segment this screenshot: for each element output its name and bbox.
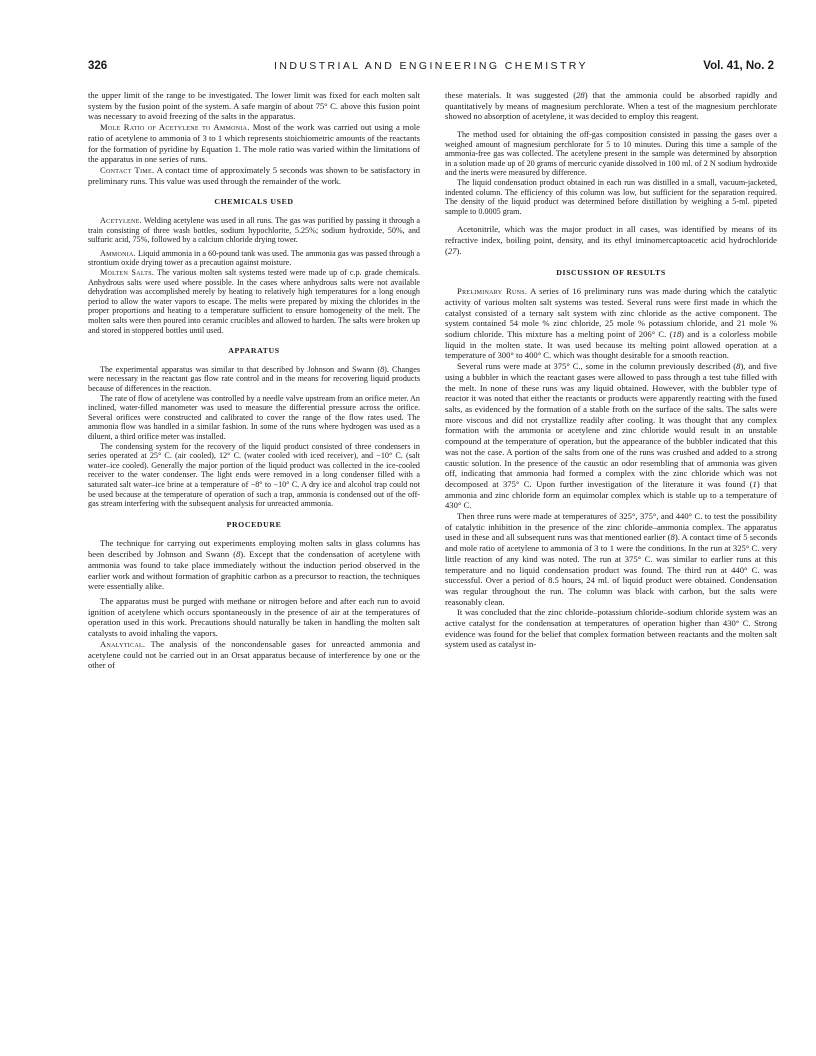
paragraph-mole-ratio: Mole Ratio of Acetylene to Ammonia. Most of the work was carried out using a mole ratio of acetylene to ammonia of 3 to 1 which represents stoichiometric amounts of the reactants for the formation of pyridine by Equation 1. The mole ratio was varied within the limitations of the apparatus in one series of runs. bbox=[88, 122, 420, 165]
run-in-head-acetylene: Acetylene. bbox=[100, 216, 142, 226]
run-in-head-ammonia: Ammonia. bbox=[100, 248, 136, 258]
citation-ref: 8 bbox=[670, 532, 675, 543]
citation-ref: 1 bbox=[752, 478, 757, 489]
section-heading-apparatus: APPARATUS bbox=[228, 346, 280, 356]
paragraph-condensing-system: The condensing system for the recovery of the liquid product consisted of three condensers in series operated at 25° C. (air cooled), 12° C. (water cooled with iced receiver), and −10° C. (salt water–ice cooled). Generally the major portion of the liquid product was collected in the ice-cooled receiver to the water condenser. The light ends were removed in a long condenser filled with a saturated salt water–ice brine at a temperature of −8° to −10° C. A dry ice and alcohol trap could not be used because at the temperature of operation of such a trap, ammonia is condensed out of the off-gas stream interfering with the subsequent analysis for unreacted ammonia. bbox=[88, 441, 420, 509]
paragraph-conclusion: It was concluded that the zinc chloride–potassium chloride–sodium chloride system was an active catalyst for the condensation at temperatures of operation higher than 430° C. Strong evidence was found for the belief that complex formation between reactants and the molten salt system used as catalyst in- bbox=[445, 607, 777, 650]
paragraph-acetonitrile: Acetonitrile, which was the major product in all cases, was identified by means of its refractive index, boiling point, density, and its ethyl iminomercaptoacetic acid hydrochloride (27). bbox=[445, 224, 777, 256]
citation-ref: 27 bbox=[447, 245, 457, 256]
run-in-head-mole-ratio: Mole Ratio of Acetylene to Ammonia. bbox=[100, 122, 250, 133]
citation-ref: 8 bbox=[235, 549, 241, 560]
paragraph-ammonia: Ammonia. Liquid ammonia in a 60-pound tank was used. The ammonia gas was passed through a strontium oxide drying tower as a precaution against moisture. bbox=[88, 248, 420, 268]
paragraph-purging: The apparatus must be purged with methane or nitrogen before and after each run to avoid ignition of acetylene which occurs spontaneously in the presence of air at the temperatures of operation used in this work. Precautions should naturally be taken in handling the molten salt catalysts to avoid inhaling the vapors. bbox=[88, 595, 420, 639]
paragraph-molten-salts: Molten Salts. The various molten salt systems tested were made up of c.p. grade chemicals. Anhydrous salts were used where possible. In the cases where anhydrous salts were not available dehydration was accomplished merely by heating to relatively high temperatures for a long enough period to allow the water vapors to escape. The melts were prepared by mixing the chlorides in the proper proportions and heating to a temperature sufficient to ensure homogeneity of the melt. The molten salts were then poured into ceramic crucibles and allowed to harden. The salts were broken up and stored in stoppered bottles until used. bbox=[88, 268, 421, 335]
citation-ref: 28 bbox=[576, 90, 585, 100]
run-in-head-contact-time: Contact Time. bbox=[100, 164, 155, 175]
paragraph-apparatus-intro: The experimental apparatus was similar to that described by Johnson and Swann (8). Changes were necessary in the reactant gas flow rate control and in the means for recovering liquid products because of differences in the reaction. bbox=[88, 364, 421, 394]
paragraph-technique: The technique for carrying out experiments employing molten salts in glass columns has been described by Johnson and Swann (8). Except that the condensation of acetylene with ammonia was found to take place immediately without the induction period observed in the earlier work and without formation of graphitic carbon as a precursor to reaction, the techniques were essentially alike. bbox=[88, 538, 420, 592]
paragraph-three-runs: Then three runs were made at temperatures of 325°, 375°, and 440° C. to test the possibility of catalytic inhibition in the presence of the zinc chloride–ammonia complex. The apparatus used in these and all subsequent runs was that mentioned earlier (8). A contact time of 5 seconds and mole ratio of acetylene to ammonia of 3 to 1 were the conditions. In the run at 325° C. very little reaction of any kind was noted. The run at 375° C. was similar to earlier runs at this temperature and no liquid condensation product was found. The third run at 440° C. was successful. Over a period of 8.5 hours, 24 ml. of liquid product were obtained. Condensation was regular throughout the run. The column was black with carbon, but the salts were reasonably clean. bbox=[445, 511, 777, 607]
citation-ref: 8 bbox=[736, 361, 741, 372]
left-column bbox=[88, 90, 420, 671]
running-header bbox=[88, 60, 774, 80]
paragraph-magnesium-perchlorate: these materials. It was suggested (28) that the ammonia could be absorbed rapidly and quantitatively by means of magnesium perchlorate. When a test of the magnesium perchlorate showed no absorption of acetylene, it was decided to employ this reagent. bbox=[445, 90, 777, 122]
section-heading-procedure: PROCEDURE bbox=[226, 519, 282, 529]
paragraph-off-gas-method: The method used for obtaining the off-gas composition consisted in passing the gases over a weighed amount of magnesium perchlorate for 5 to 10 minutes. During this time a sample of the ammonia-free gas was collected. The acetylene present in the sample was determined by absorption in a solution made up of 20 grams of mercuric cyanide dissolved in 100 ml. of 2 N sodium hydroxide and the inerts were measured by difference. bbox=[445, 130, 777, 178]
right-column bbox=[445, 90, 777, 650]
run-in-head-preliminary-runs: Preliminary Runs. bbox=[457, 286, 528, 297]
page-number: 326 bbox=[88, 60, 108, 72]
paragraph-analytical: Analytical. The analysis of the noncondensable gases for unreacted ammonia and acetylene could not be carried out in an Orsat apparatus because of interference by one or the other of bbox=[88, 638, 420, 671]
paragraph-several-runs: Several runs were made at 375° C., some in the column previously described (8), and five using a bubbler in which the reactant gases were allowed to pass through a test tube filled with the melt. In none of these runs was any liquid obtained. However, with the bubbler type of reactor it was noted that either the reactants or products were apparently reacting with the fused salts, as evidenced by the formation of a stable froth on the surface of the salts. The salts were more viscous and did not crystallize readily after cooling. It was thought that any complex formation with the ammonia or acetylene and zinc chloride would result in an unstable compound at the temperature of operation, but the appearance of the bubbler indicated that this was not the case. A portion of the salts from one of the runs was crushed and added to a strong caustic solution. In the presence of the caustic an odor resembling that of ammonia was given off, indicating that ammonia had formed a complex with the zinc chloride which was not decomposed at 375° C. Upon further investigation of the literature it was found (1) that ammonia and zinc chloride form an equimolar complex which is stable up to a temperature of 430° C. bbox=[445, 361, 777, 511]
paragraph-contact-time: Contact Time. A contact time of approximately 5 seconds was shown to be satisfactory in preliminary runs. This value was used through the remainder of the work. bbox=[88, 164, 420, 186]
paragraph-acetylene: Acetylene. Welding acetylene was used in all runs. The gas was purified by passing it through a train consisting of three wash bottles, sodium hypochlorite, 5.25%; sodium hydroxide, 50%, and sulfuric acid, 75%, followed by a calcium chloride drying tower. bbox=[88, 216, 420, 245]
run-in-head-analytical: Analytical. bbox=[100, 638, 146, 649]
citation-ref: 8 bbox=[380, 364, 385, 374]
section-heading-chemicals-used: CHEMICALS USED bbox=[214, 197, 294, 207]
citation-ref: 18 bbox=[672, 329, 682, 340]
paragraph-flow-rate: The rate of flow of acetylene was controlled by a needle valve upstream from an orifice meter. An inclined, water-filled manometer was used to measure the differential pressure across the orifice. Several orifices were constructed and calibrated to cover the range of the flow rates used. The ammonia flow was handled in a similar fashion. In some of the runs where hydrogen was used as a diluent, a third orifice meter was installed. bbox=[88, 393, 420, 442]
paragraph-liquid-condensation: The liquid condensation product obtained in each run was distilled in a small, vacuum-jacketed, indented column. The efficiency of this column was low, but sufficient for the separation required. The density of the liquid product was determined before distillation by weighing a 5-ml. pipeted sample to 0.0005 gram. bbox=[445, 178, 777, 216]
section-heading-discussion: DISCUSSION OF RESULTS bbox=[556, 267, 666, 277]
paragraph-preliminary-runs: Preliminary Runs. A series of 16 preliminary runs was made during which the catalytic activity of various molten salt systems was tested. Several runs were first made in which the catalyst consisted of a ternary salt system with zinc chloride as the active component. The system contained 54 mole % zinc chloride, 25 mole % potassium chloride, and 21 mole % sodium chloride. This mixture has a melting point of 206° C. (18) and is a colorless mobile liquid in the molten state. It was used because its melting point allowed operation at a temperature of 300° to 400° C. which was thought desirable for a smooth reaction. bbox=[445, 286, 777, 361]
volume-issue: Vol. 41, No. 2 bbox=[703, 60, 774, 72]
paragraph-temperature-range: the upper limit of the range to be investigated. The lower limit was fixed for each molten salt system by the fusion point of the system. A safe margin of about 75° C. above this fusion point was necessary to avoid freezing of the salts in the apparatus. bbox=[88, 90, 420, 122]
run-in-head-molten-salts: Molten Salts. bbox=[100, 268, 155, 277]
journal-title: INDUSTRIAL AND ENGINEERING CHEMISTRY bbox=[274, 60, 588, 72]
